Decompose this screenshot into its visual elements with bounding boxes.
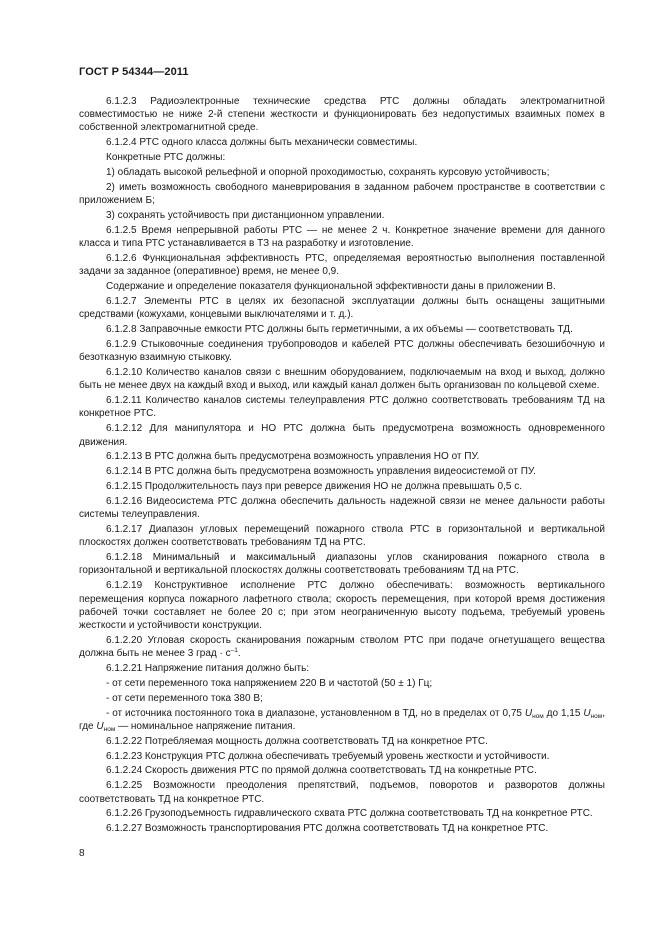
power-item-380v: - от сети переменного тока 380 В; bbox=[106, 692, 263, 704]
paragraph-6-1-2-20-tail: . bbox=[237, 648, 241, 660]
paragraph-6-1-2-7: 6.1.2.7 Элементы РТС в целях их безопасной эксплуатации должны быть оснащены защитными средствами (кожухами, концевыми выключателями и т. д.). bbox=[79, 296, 605, 321]
power-item-dc-text: - от источника постоянного тока в диапазоне, установленном в ТД, но в пределах от 0,75 bbox=[106, 707, 525, 719]
voltage-symbol: U bbox=[583, 707, 591, 719]
paragraph-6-1-2-17: 6.1.2.17 Диапазон угловых перемещений пожарного ствола РТС в горизонтальной и вертикальной плоскостях должен соответствовать требованиям ТД на РТС. bbox=[79, 524, 605, 549]
paragraph-6-1-2-13: 6.1.2.13 В РТС должна быть предусмотрена возможность управления НО от ПУ. bbox=[106, 451, 480, 463]
power-item-dc bbox=[79, 707, 605, 733]
voltage-subscript: ном bbox=[590, 712, 603, 720]
paragraph-6-1-2-18: 6.1.2.18 Минимальный и максимальный диапазоны углов сканирования пожарного ствола в горизонтальной и вертикальной плоскостях должны соответствовать требованиям ТД на РТС. bbox=[79, 552, 605, 577]
paragraph-6-1-2-19: 6.1.2.19 Конструктивное исполнение РТС должно обеспечивать: возможность вертикального перемещения корпуса пожарного лафетного ствола; скорость перемещения, при которой время достижения рабочей точки составляет не более 20 с; при этом неограниченную высоту подъема, требуемый уровень жесткости и устойчивости конструкции. bbox=[79, 580, 605, 631]
paragraph-6-1-2-5: 6.1.2.5 Время непрерывной работы РТС — не менее 2 ч. Конкретное значение времени для данного класса и типа РТС устанавливается в ТЗ на разработку и изготовление. bbox=[79, 224, 605, 250]
list-item-2: 2) иметь возможность свободного маневрирования в заданном рабочем пространстве в соответствии с приложением Б; bbox=[79, 181, 605, 207]
paragraph-6-1-2-3: 6.1.2.3 Радиоэлектронные технические средства РТС должны обладать электромагнитной совместимостью не ниже 2-й степени жесткости и функционировать без недопустимых взаимных помех в собственной электромагнитной среде. bbox=[79, 96, 605, 134]
document-body bbox=[79, 95, 605, 837]
list-item-3: 3) сохранять устойчивость при дистанционном управлении. bbox=[106, 210, 385, 222]
paragraph-6-1-2-25: 6.1.2.25 Возможности преодоления препятствий, подъемов, поворотов и разворотов должны соответствовать ТД на конкретное РТС. bbox=[79, 780, 605, 805]
paragraph-6-1-2-9: 6.1.2.9 Стыковочные соединения трубопроводов и кабелей РТС должны обеспечивать безошибочную и безотказную взаимную стыковку. bbox=[79, 339, 605, 364]
voltage-symbol: U bbox=[96, 720, 104, 732]
page-number: 8 bbox=[79, 848, 85, 859]
paragraph-6-1-2-6: 6.1.2.6 Функциональная эффективность РТС, определяемая вероятностью выполнения поставленной задачи за заданное (оперативное) время, не менее 0,9. bbox=[79, 253, 605, 278]
paragraph-6-1-2-15: 6.1.2.15 Продолжительность пауз при реверсе движения НО не должна превышать 0,5 с. bbox=[106, 481, 522, 493]
paragraph-6-1-2-22: 6.1.2.22 Потребляемая мощность должна соответствовать ТД на конкретное РТС. bbox=[106, 735, 488, 747]
paragraph-6-1-2-26: 6.1.2.26 Грузоподъемность гидравлического схвата РТС должна соответствовать ТД на конкретное РТС. bbox=[106, 808, 593, 820]
unit-exponent: –1 bbox=[230, 647, 238, 655]
power-item-dc-mid: до 1,15 bbox=[543, 707, 584, 719]
paragraph-6-1-2-4: 6.1.2.4 РТС одного класса должны быть механически совместимы. bbox=[106, 137, 418, 149]
paragraph-efficiency-note: Содержание и определение показателя функциональной эффективности даны в приложении В. bbox=[106, 281, 556, 293]
power-item-220v: - от сети переменного тока напряжением 220 В и частотой (50 ± 1) Гц; bbox=[106, 677, 433, 689]
power-item-dc-tail: — номинальное напряжение питания. bbox=[115, 720, 296, 732]
paragraph-6-1-2-23: 6.1.2.23 Конструкция РТС должна обеспечивать требуемый уровень жесткости и устойчивости. bbox=[106, 750, 550, 762]
voltage-subscript: ном bbox=[103, 725, 116, 733]
document-header: ГОСТ Р 54344—2011 bbox=[79, 66, 189, 78]
voltage-subscript: ном bbox=[532, 712, 544, 720]
paragraph-6-1-2-11: 6.1.2.11 Количество каналов системы телеуправления РТС должно соответствовать требованиям ТД на конкретное РТС. bbox=[79, 395, 605, 420]
paragraph-6-1-2-12: 6.1.2.12 Для манипулятора и НО РТС должна быть предусмотрена возможность одновременного движения. bbox=[79, 423, 605, 448]
paragraph-6-1-2-8: 6.1.2.8 Заправочные емкости РТС должны быть герметичными, а их объемы — соответствовать ТД. bbox=[106, 324, 573, 336]
paragraph-6-1-2-20-text: 6.1.2.20 Угловая скорость сканирования пожарным стволом РТС при подаче огнетушащего вещества должна быть не менее 3 град · с bbox=[79, 634, 605, 660]
paragraph-6-1-2-10: 6.1.2.10 Количество каналов связи с внешним оборудованием, подключаемым на вход и выход, должно быть не менее двух на каждый вход и выход, или каждый канал должен быть организован по кольцевой схеме. bbox=[79, 367, 605, 392]
paragraph-6-1-2-16: 6.1.2.16 Видеосистема РТС должна обеспечить дальность надежной связи не менее дальности работы системы телеуправления. bbox=[79, 496, 605, 521]
paragraph-6-1-2-21: 6.1.2.21 Напряжение питания должно быть: bbox=[106, 662, 310, 674]
list-item-1: 1) обладать высокой рельефной и опорной проходимостью, сохранять курсовую устойчивость; bbox=[106, 167, 550, 179]
paragraph-6-1-2-24: 6.1.2.24 Скорость движения РТС по прямой должна соответствовать ТД на конкретные РТС. bbox=[106, 765, 537, 777]
paragraph-6-1-2-14: 6.1.2.14 В РТС должна быть предусмотрена возможность управления видеосистемой от ПУ. bbox=[106, 466, 536, 478]
voltage-symbol: U bbox=[524, 707, 533, 719]
power-item-dc-where: , где bbox=[79, 707, 606, 732]
paragraph-6-1-2-27: 6.1.2.27 Возможность транспортирования РТС должна соответствовать ТД на конкретное РТС. bbox=[106, 823, 549, 835]
paragraph-6-1-2-20 bbox=[79, 634, 605, 660]
paragraph-specific-rts: Конкретные РТС должны: bbox=[106, 152, 226, 164]
